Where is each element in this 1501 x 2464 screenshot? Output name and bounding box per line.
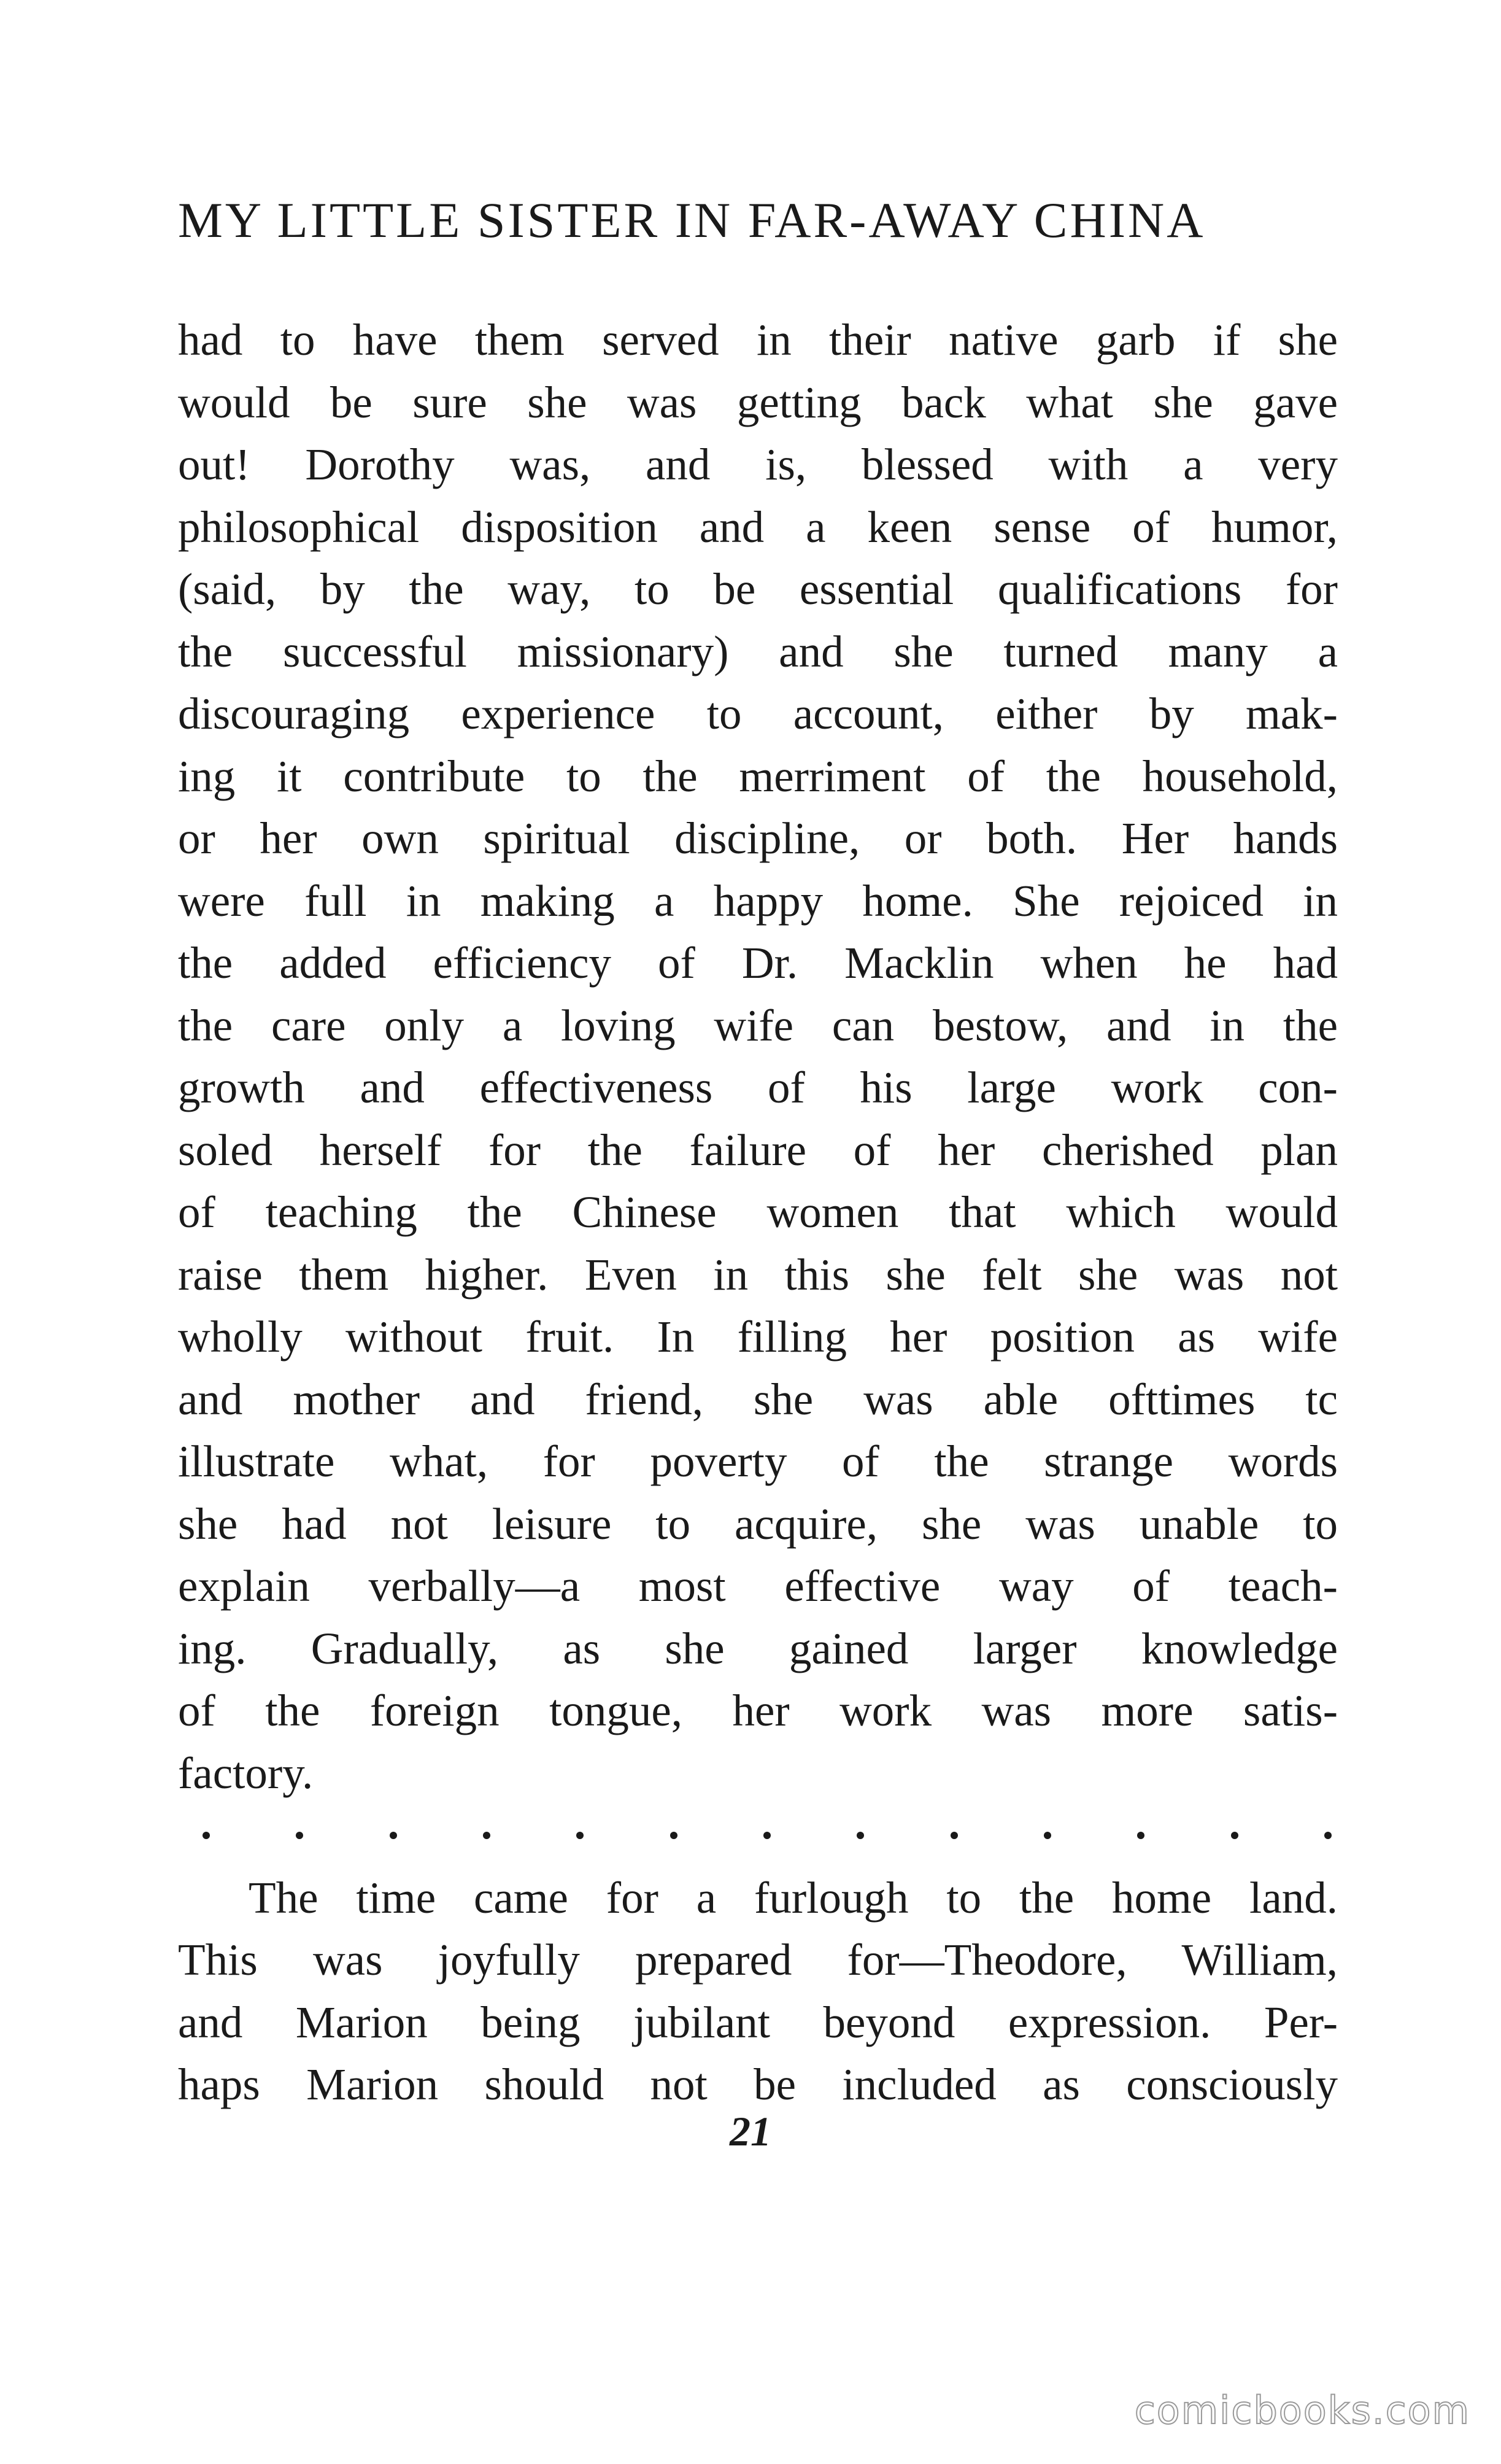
- text-line: factory.: [178, 1748, 314, 1798]
- section-break: [178, 1804, 1338, 1867]
- paragraph: [178, 1867, 1338, 2116]
- text-line: (said, by the way, to be essential qualifications for: [178, 564, 1338, 614]
- text-line: of the foreign tongue, her work was more satis-: [178, 1686, 1338, 1735]
- section-break-dot: [296, 1832, 303, 1839]
- text-line: out! Dorothy was, and is, blessed with a very: [178, 440, 1338, 489]
- text-line: had to have them served in their native garb if she: [178, 315, 1338, 365]
- text-line: discouraging experience to account, either by mak-: [178, 689, 1338, 738]
- text-line: explain verbally—a most effective way of teach-: [178, 1561, 1338, 1611]
- text-line: she had not leisure to acquire, she was unable to: [178, 1498, 1338, 1549]
- text-line: philosophical disposition and a keen sense of humor,: [178, 502, 1338, 552]
- watermark: comicbooks.com: [1134, 2388, 1470, 2433]
- section-break-dot: [670, 1832, 677, 1839]
- text-line: of teaching the Chinese women that which would: [178, 1187, 1338, 1237]
- text-line: The time came for a furlough to the home land.: [249, 1872, 1338, 1923]
- text-line: and mother and friend, she was able ofttimes tc: [178, 1374, 1338, 1424]
- section-break-dot: [951, 1832, 958, 1839]
- section-break-dot: [1231, 1832, 1238, 1839]
- text-line: wholly without fruit. In filling her position as wife: [178, 1312, 1338, 1362]
- text-line: ing it contribute to the merriment of the household,: [178, 751, 1338, 801]
- section-break-dot: [857, 1832, 864, 1839]
- text-line: the added efficiency of Dr. Macklin when he had: [178, 938, 1338, 988]
- text-line: haps Marion should not be included as consciously: [178, 2059, 1338, 2109]
- text-line: ing. Gradually, as she gained larger knowledge: [178, 1623, 1338, 1673]
- text-line: illustrate what, for poverty of the strange words: [178, 1436, 1338, 1486]
- text-line: would be sure she was getting back what she gave: [178, 377, 1338, 427]
- text-line: This was joyfully prepared for—Theodore, William,: [178, 1935, 1338, 1985]
- text-line: the successful missionary) and she turned many a: [178, 626, 1338, 676]
- paragraph: [178, 309, 1338, 1804]
- section-break-dot: [1044, 1832, 1051, 1839]
- text-line: soled herself for the failure of her cherished plan: [178, 1125, 1338, 1175]
- text-line: growth and effectiveness of his large work con-: [178, 1063, 1338, 1112]
- section-break-dot: [203, 1832, 210, 1839]
- page-number: 21: [730, 2108, 771, 2155]
- text-line: the care only a loving wife can bestow, and in the: [178, 1000, 1338, 1050]
- text-line: raise them higher. Even in this she felt she was not: [178, 1249, 1338, 1300]
- section-break-dot: [763, 1832, 771, 1839]
- section-break-dot: [1137, 1832, 1144, 1839]
- text-line: or her own spiritual discipline, or both. Her hands: [178, 813, 1338, 863]
- text-line: and Marion being jubilant beyond expression. Per-: [178, 1997, 1338, 2047]
- section-break-dot: [1324, 1832, 1332, 1839]
- running-head: MY LITTLE SISTER IN FAR-AWAY CHINA: [178, 192, 1206, 248]
- text-line: were full in making a happy home. She rejoiced in: [178, 875, 1338, 926]
- section-break-dot: [483, 1832, 490, 1839]
- section-break-dot: [390, 1832, 397, 1839]
- section-break-dot: [576, 1832, 584, 1839]
- body-text: [178, 309, 1338, 2116]
